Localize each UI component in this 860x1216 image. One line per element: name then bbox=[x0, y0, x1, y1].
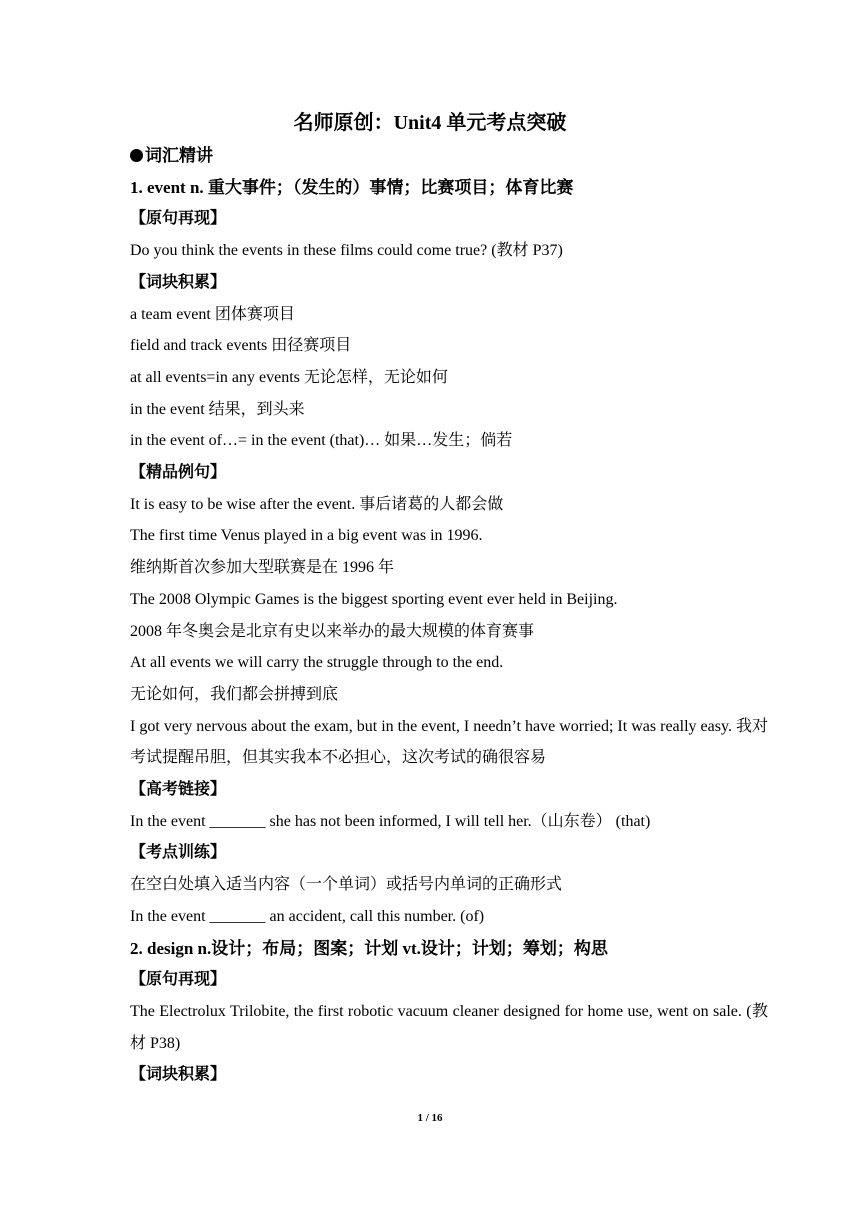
text-line: in the event of…= in the event (that)… 如果…发生；倘若 bbox=[130, 432, 513, 450]
text-line: 【高考链接】 bbox=[130, 781, 227, 799]
text-line: 【原句再现】 bbox=[130, 971, 227, 989]
page-title: 名师原创：Unit4 单元考点突破 bbox=[293, 112, 567, 134]
text-line: 1. event n. 重大事件；（发生的）事情；比赛项目；体育比赛 bbox=[130, 177, 574, 197]
text-line: 维纳斯首次参加大型联赛是在 1996 年 bbox=[130, 559, 395, 577]
text-line: 2008 年冬奥会是北京有史以来举办的最大规模的体育赛事 bbox=[130, 622, 535, 640]
text-lines bbox=[130, 172, 768, 1091]
text-line: at all events=in any events 无论怎样，无论如何 bbox=[130, 368, 448, 386]
text-line: It is easy to be wise after the event. 事后诸葛的人都会做 bbox=[130, 495, 504, 513]
text-line: The Electrolux Trilobite, the first robotic vacuum cleaner designed for home use, went on sale. (教材 P38) bbox=[130, 1002, 768, 1052]
page-number: 1 / 16 bbox=[417, 1112, 443, 1124]
text-line: 【词块积累】 bbox=[130, 273, 227, 291]
text-line: I got very nervous about the exam, but in the event, I needn’t have worried; It was really easy. 我对考试提醒吊胆，但其实我本不必担心，这次考试的确很容易 bbox=[130, 717, 768, 767]
text-line: Do you think the events in these films could come true? (教材 P37) bbox=[130, 242, 563, 260]
text-line: 无论如何，我们都会拼搏到底 bbox=[130, 685, 339, 703]
text-line: The first time Venus played in a big event was in 1996. bbox=[130, 527, 483, 545]
text-line: 【原句再现】 bbox=[130, 210, 227, 228]
document-body bbox=[130, 140, 768, 1091]
text-line: 【考点训练】 bbox=[130, 844, 227, 862]
text-line: 2. design n.设计；布局；图案；计划 vt.设计；计划；筹划；构思 bbox=[130, 938, 608, 958]
bullet-icon bbox=[130, 149, 143, 162]
text-line: In the event _______ she has not been informed, I will tell her.（山东卷） (that) bbox=[130, 812, 651, 830]
text-line: At all events we will carry the struggle through to the end. bbox=[130, 654, 504, 672]
text-line: 【词块积累】 bbox=[130, 1066, 227, 1084]
text-line: field and track events 田径赛项目 bbox=[130, 337, 352, 355]
text-line: 在空白处填入适当内容（一个单词）或括号内单词的正确形式 bbox=[130, 876, 563, 894]
text-line: in the event 结果，到头来 bbox=[130, 400, 305, 418]
text-line: The 2008 Olympic Games is the biggest sporting event ever held in Beijing. bbox=[130, 590, 618, 608]
text-line: a team event 团体赛项目 bbox=[130, 305, 295, 323]
text-line: In the event _______ an accident, call this number. (of) bbox=[130, 907, 485, 925]
section-heading-text: 词汇精讲 bbox=[145, 146, 213, 165]
section-heading bbox=[130, 140, 768, 172]
text-line: 【精品例句】 bbox=[130, 464, 227, 482]
